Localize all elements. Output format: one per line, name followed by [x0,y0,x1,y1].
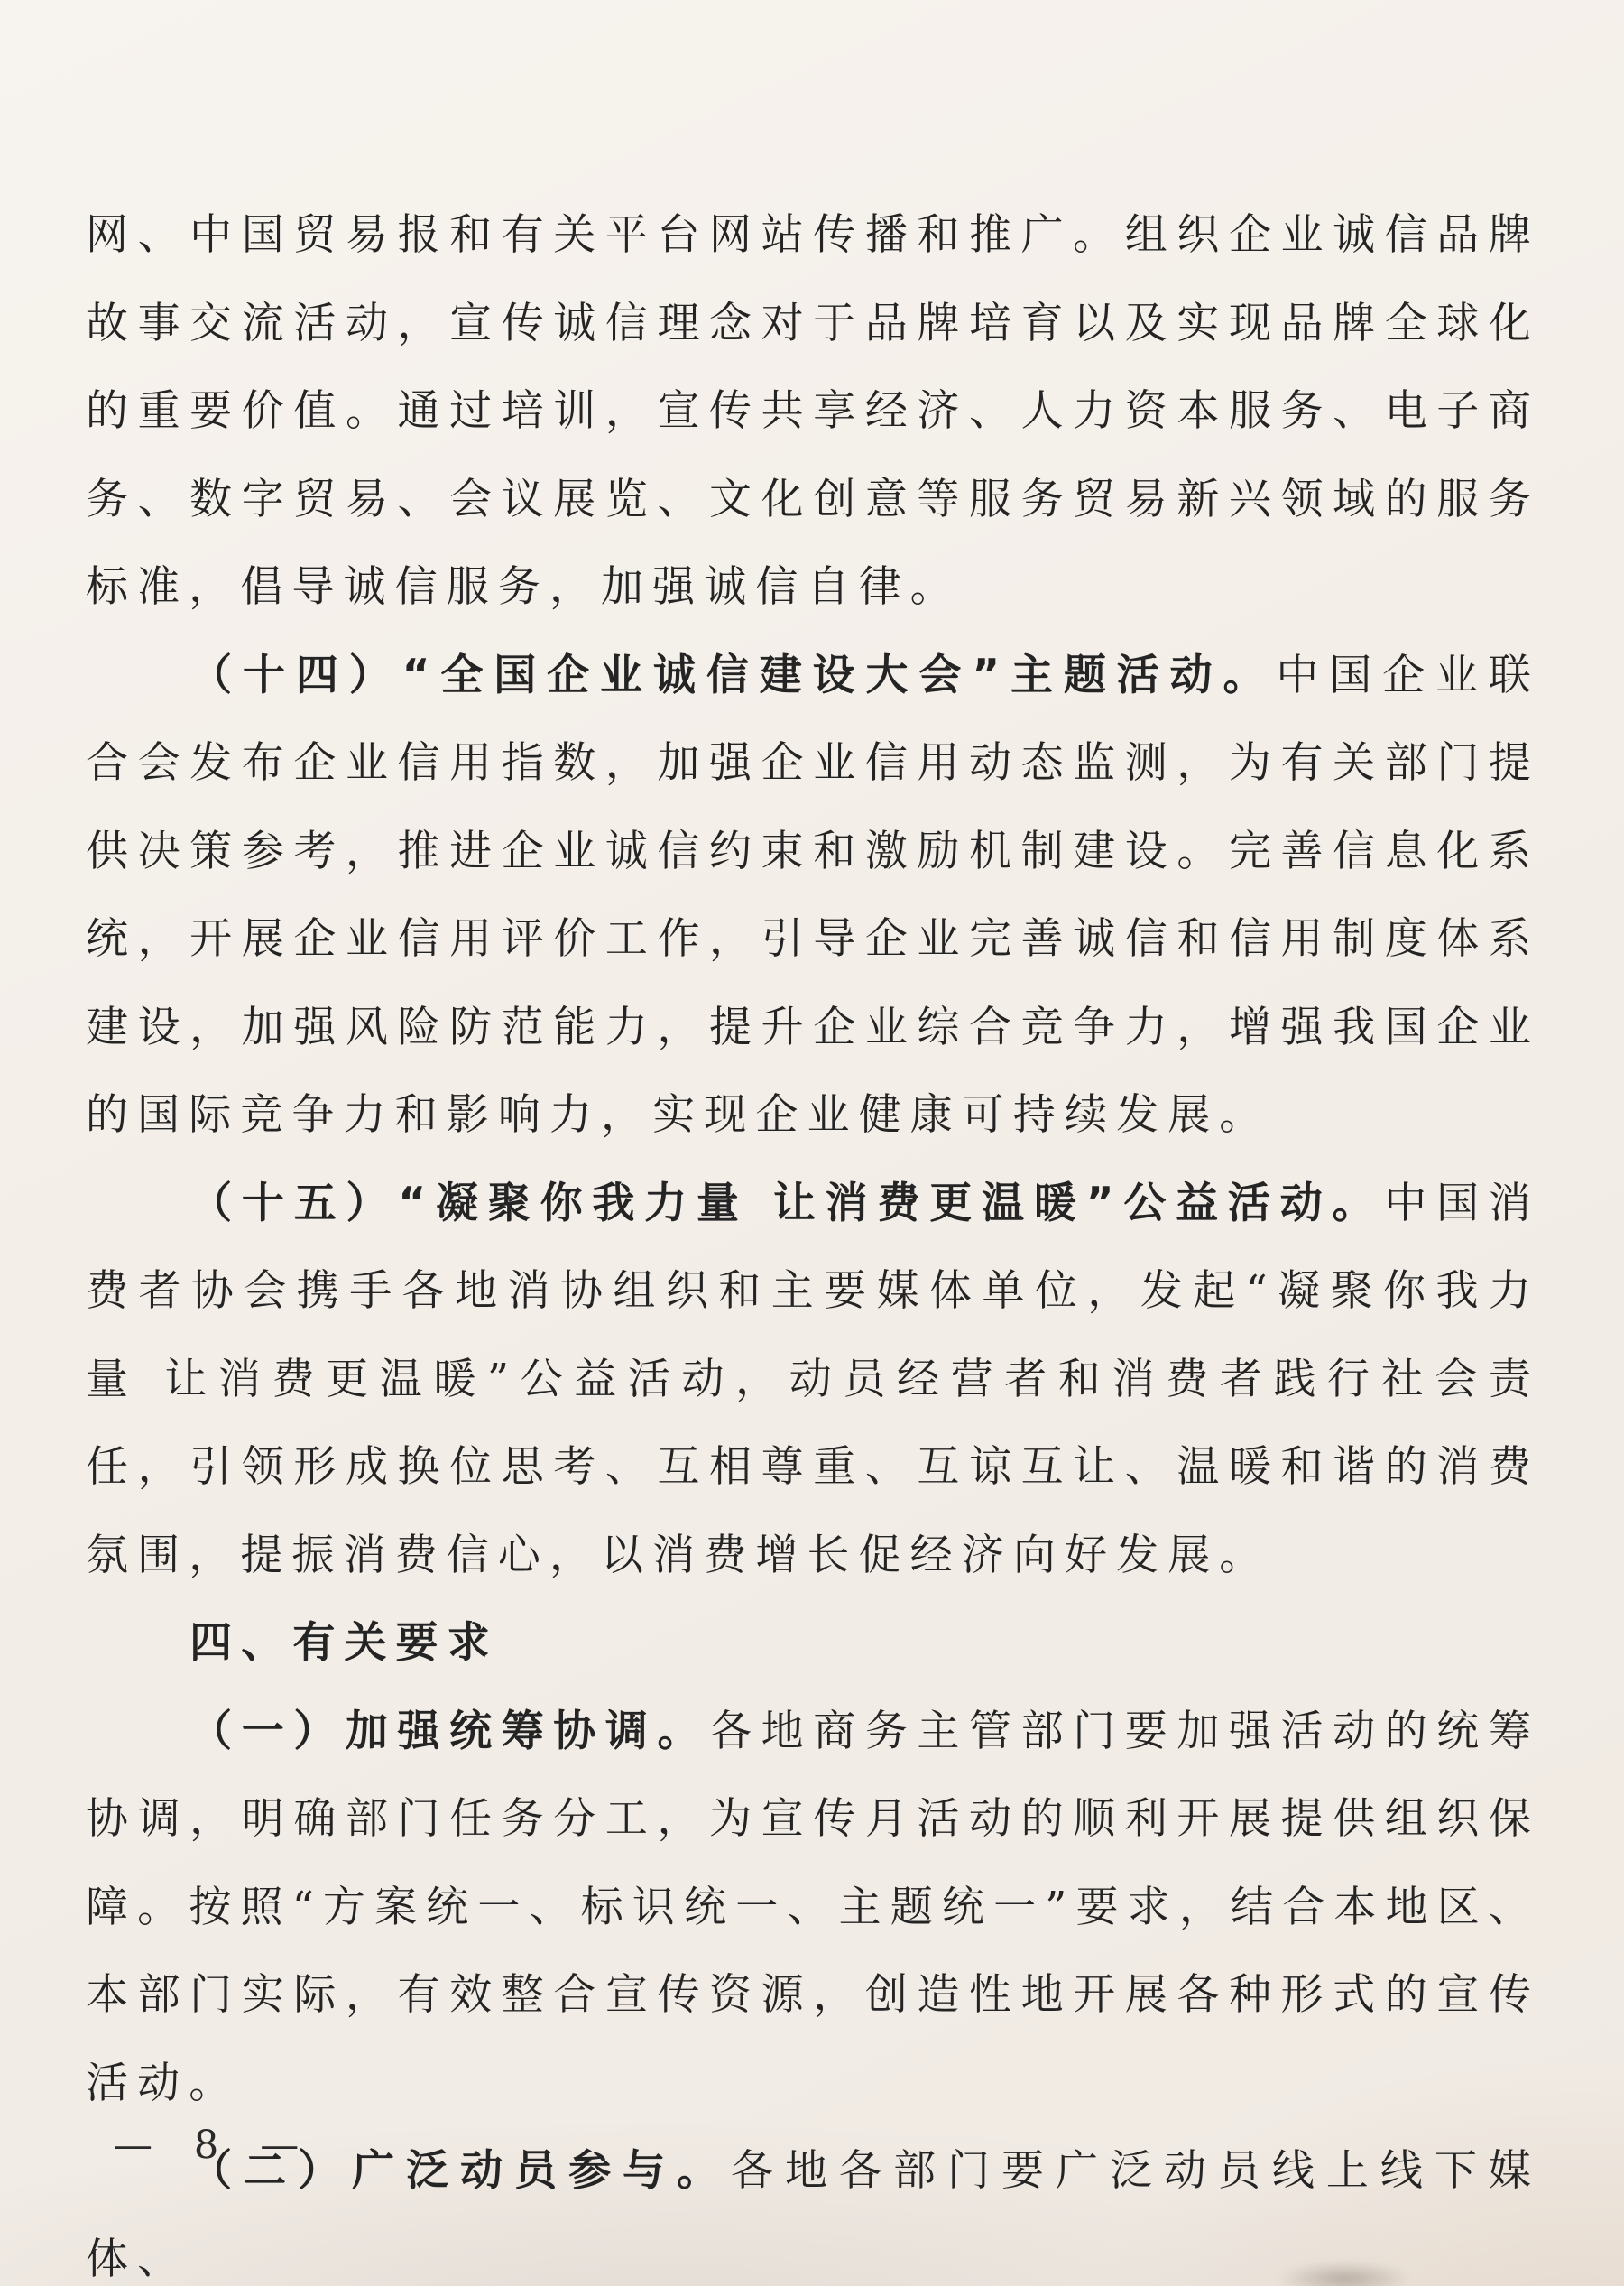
document-body [86,191,1540,2286]
paragraph-continuation: 网、中国贸易报和有关平台网站传播和推广。组织企业诚信品牌故事交流活动，宣传诚信理念对于品牌培育以及实现品牌全球化的重要价值。通过培训，宣传共享经济、人力资本服务、电子商务、数字贸易、会议展览、文化创意等服务贸易新兴领域的服务标准，倡导诚信服务，加强诚信自律。 [86,210,1540,612]
section-heading-requirements: 四、有关要求 [189,1618,499,1668]
paragraph-item-15 [86,1160,1540,1600]
item-15-body: 中国消费者协会携手各地消协组织和主要媒体单位，发起“凝聚你我力量 让消费更温暖”公益活动，动员经营者和消费者践行社会责任，引领形成换位思考、互相尊重、互谅互让、温暖和谐的消费氛围，提振消费信心，以消费增长促经济向好发展。 [86,1178,1540,1580]
item-15-heading: （十五）“凝聚你我力量 让消费更温暖”公益活动。 [189,1178,1385,1228]
item-14-heading: （十四）“全国企业诚信建设大会”主题活动。 [189,650,1277,700]
item-14-body: 中国企业联合会发布企业信用指数，加强企业信用动态监测，为有关部门提供决策参考，推进企业诚信约束和激励机制建设。完善信息化系统，开展企业信用评价工作，引导企业完善诚信和信用制度体系建设，加强风险防范能力，提升企业综合竞争力，增强我国企业的国际竞争力和影响力，实现企业健康可持续发展。 [86,650,1540,1140]
paragraph-item-14 [86,632,1540,1160]
requirement-2-body: 各地各部门要广泛动员线上线下媒体、 [86,2146,1540,2284]
requirement-2-heading: （二）广泛动员参与。 [189,2146,732,2196]
paragraph-requirement-1 [86,1688,1540,2128]
page-number: — 8 — [114,2123,303,2168]
requirement-1-heading: （一）加强统筹协调。 [189,1706,710,1756]
requirement-1-body: 各地商务主管部门要加强活动的统筹协调，明确部门任务分工，为宣传月活动的顺利开展提供组织保障。按照“方案统一、标识统一、主题统一”要求，结合本地区、本部门实际，有效整合宣传资源，创造性地开展各种形式的宣传活动。 [86,1706,1540,2108]
